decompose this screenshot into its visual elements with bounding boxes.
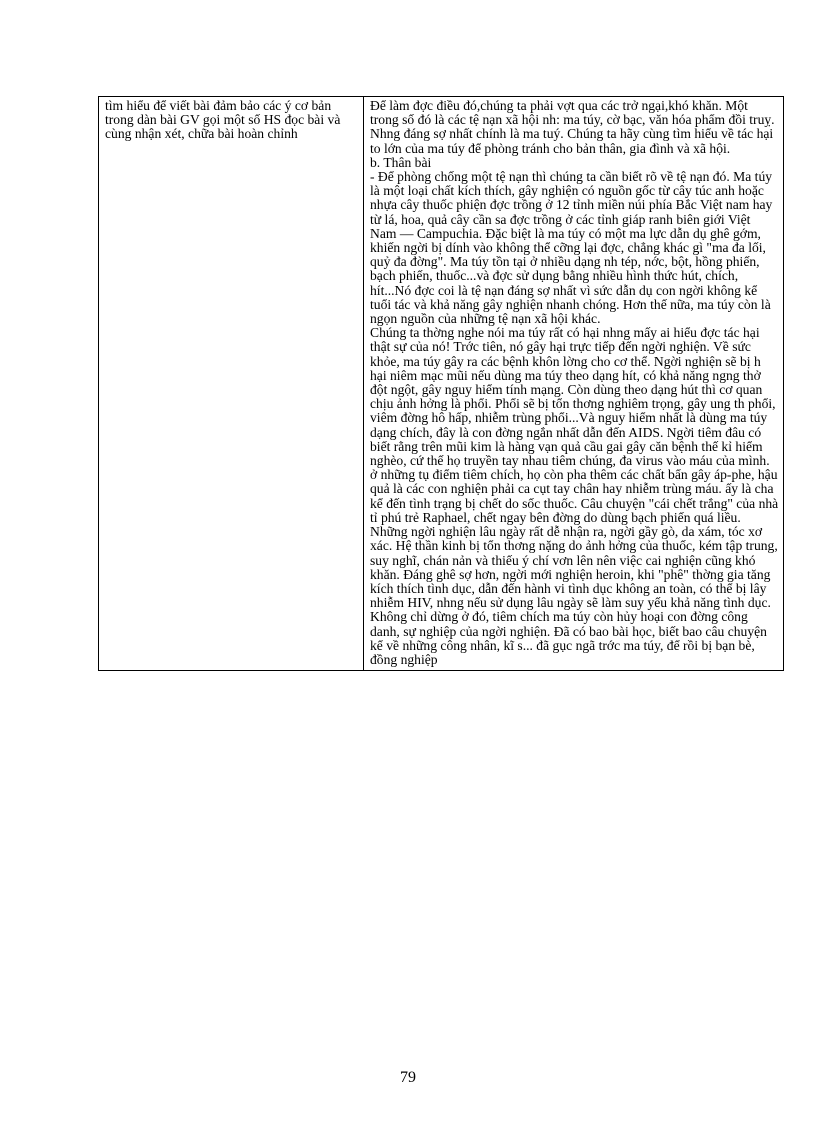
section-heading: b. Thân bài	[370, 154, 432, 170]
body-paragraph: Chúng ta thờng nghe nói ma túy rất có hại nhng mấy ai hiểu đợc tác hại thật sự của nó! Trớc tiên, nó gây hại trực tiếp đến ngời nghiện. Về sức khỏe, ma túy gây ra các bệnh khôn lờng cho cơ thể. Ngời nghiện sẽ bị h hại niêm mạc mũi nếu dùng ma túy theo dạng hít, có khả năng ngng thở đột ngột, gây nguy hiểm tính mạng. Còn dùng theo dạng hút thì cơ quan chịu ảnh hởng là phổi. Phổi sẽ bị tổn thơng nghiêm trọng, gây ung th phổi, viêm đờng hô hấp, nhiễm trùng phổi...Và nguy hiểm nhất là dùng ma túy dạng chích, đây là con đờng ngắn nhất dẫn đến AIDS. Ngời tiêm đâu có biết rằng trên mũi kim là hàng vạn quả cầu gai gây căn bệnh thế kỉ hiểm nghèo, cứ thế họ truyền tay nhau tiêm chúng, đa virus vào máu của mình. ở những tụ điểm tiêm chích, họ còn pha thêm các chất bẩn gây áp-phe, hậu quả là các con nghiện phải ca cụt tay chân hay nhiễm trùng máu. ấy là cha kể đến tình trạng bị chết do sốc thuốc. Câu chuyện "cái chết trắng" của nhà tỉ phú trẻ Raphael, chết ngay bên đờng do dùng bạch phiến quá liều. Những ngời nghiện lâu ngày rất dễ nhận ra, ngời gầy gò, da xám, tóc xơ xác. Hệ thần kinh bị tổn thơng nặng do ảnh hởng của thuốc, kém tập trung, suy nghĩ, chán nản và thiếu ý chí vơn lên nên việc cai nghiện cũng khó khăn. Đáng ghê sợ hơn, ngời mới nghiện heroin, khi "phê" thờng gia tăng kích thích tình dục, dẫn đến hành vi tình dục không an toàn, có thể bị lây nhiễm HIV, nhng nếu sử dụng lâu ngày sẽ làm suy yếu khả năng tình dục. Không chỉ dừng ở đó, tiêm chích ma túy còn hủy hoại con đờng công danh, sự nghiệp của ngời nghiện. Đã có bao bài học, biết bao câu chuyện kể về những công nhân, kĩ s... đã gục ngã trớc ma túy, để rồi bị bạn bè, đồng nghiệp	[370, 325, 779, 667]
left-column-cell	[99, 97, 364, 671]
left-column-text: tìm hiểu để viết bài đảm bảo các ý cơ bản trong dàn bài GV gọi một số HS đọc bài và cùng nhận xét, chữa bài hoàn chỉnh	[105, 98, 341, 142]
body-paragraph: - Để phòng chống một tệ nạn thì chúng ta cần biết rõ về tệ nạn đó. Ma túy là một loại chất kích thích, gây nghiện có nguồn gốc từ cây túc anh hoặc nhựa cây thuốc phiện đợc trồng ở 12 tỉnh miền núi phía Bắc Việt nam hay từ lá, hoa, quả cây cần sa đợc trồng ở các tỉnh giáp ranh biên giới Việt Nam — Campuchia. Đặc biệt là ma túy có một ma lực dẫn dụ ghê gớm, khiến ngời bị dính vào không thể cỡng lại đợc, chẳng khác gì "ma đa lối, quỷ đa đờng". Ma túy tồn tại ở nhiều dạng nh tép, nớc, bột, hồng phiến, bạch phiến, thuốc...và đợc sử dụng bằng nhiều hình thức hút, chích, hít...Nó đợc coi là tệ nạn đáng sợ nhất vì sức dẫn dụ con ngời không kể tuổi tác và khả năng gây nghiện nhanh chóng. Hơn thế nữa, ma túy còn là ngọn nguồn của những tệ nạn xã hội khác.	[370, 169, 773, 327]
table-row	[99, 97, 784, 671]
intro-paragraph: Để làm đợc điều đó,chúng ta phải vợt qua các trở ngại,khó khăn. Một trong số đó là các tệ nạn xã hội nh: ma túy, cờ bạc, văn hóa phẩm đồi truỵ. Nhng đáng sợ nhất chính là ma tuý. Chúng ta hãy cùng tìm hiểu về tác hại to lớn của ma túy để phòng tránh cho bản thân, gia đình và xã hội.	[370, 98, 775, 156]
content-table	[98, 96, 784, 671]
right-column-cell	[364, 97, 784, 671]
page-number: 79	[400, 1069, 416, 1086]
